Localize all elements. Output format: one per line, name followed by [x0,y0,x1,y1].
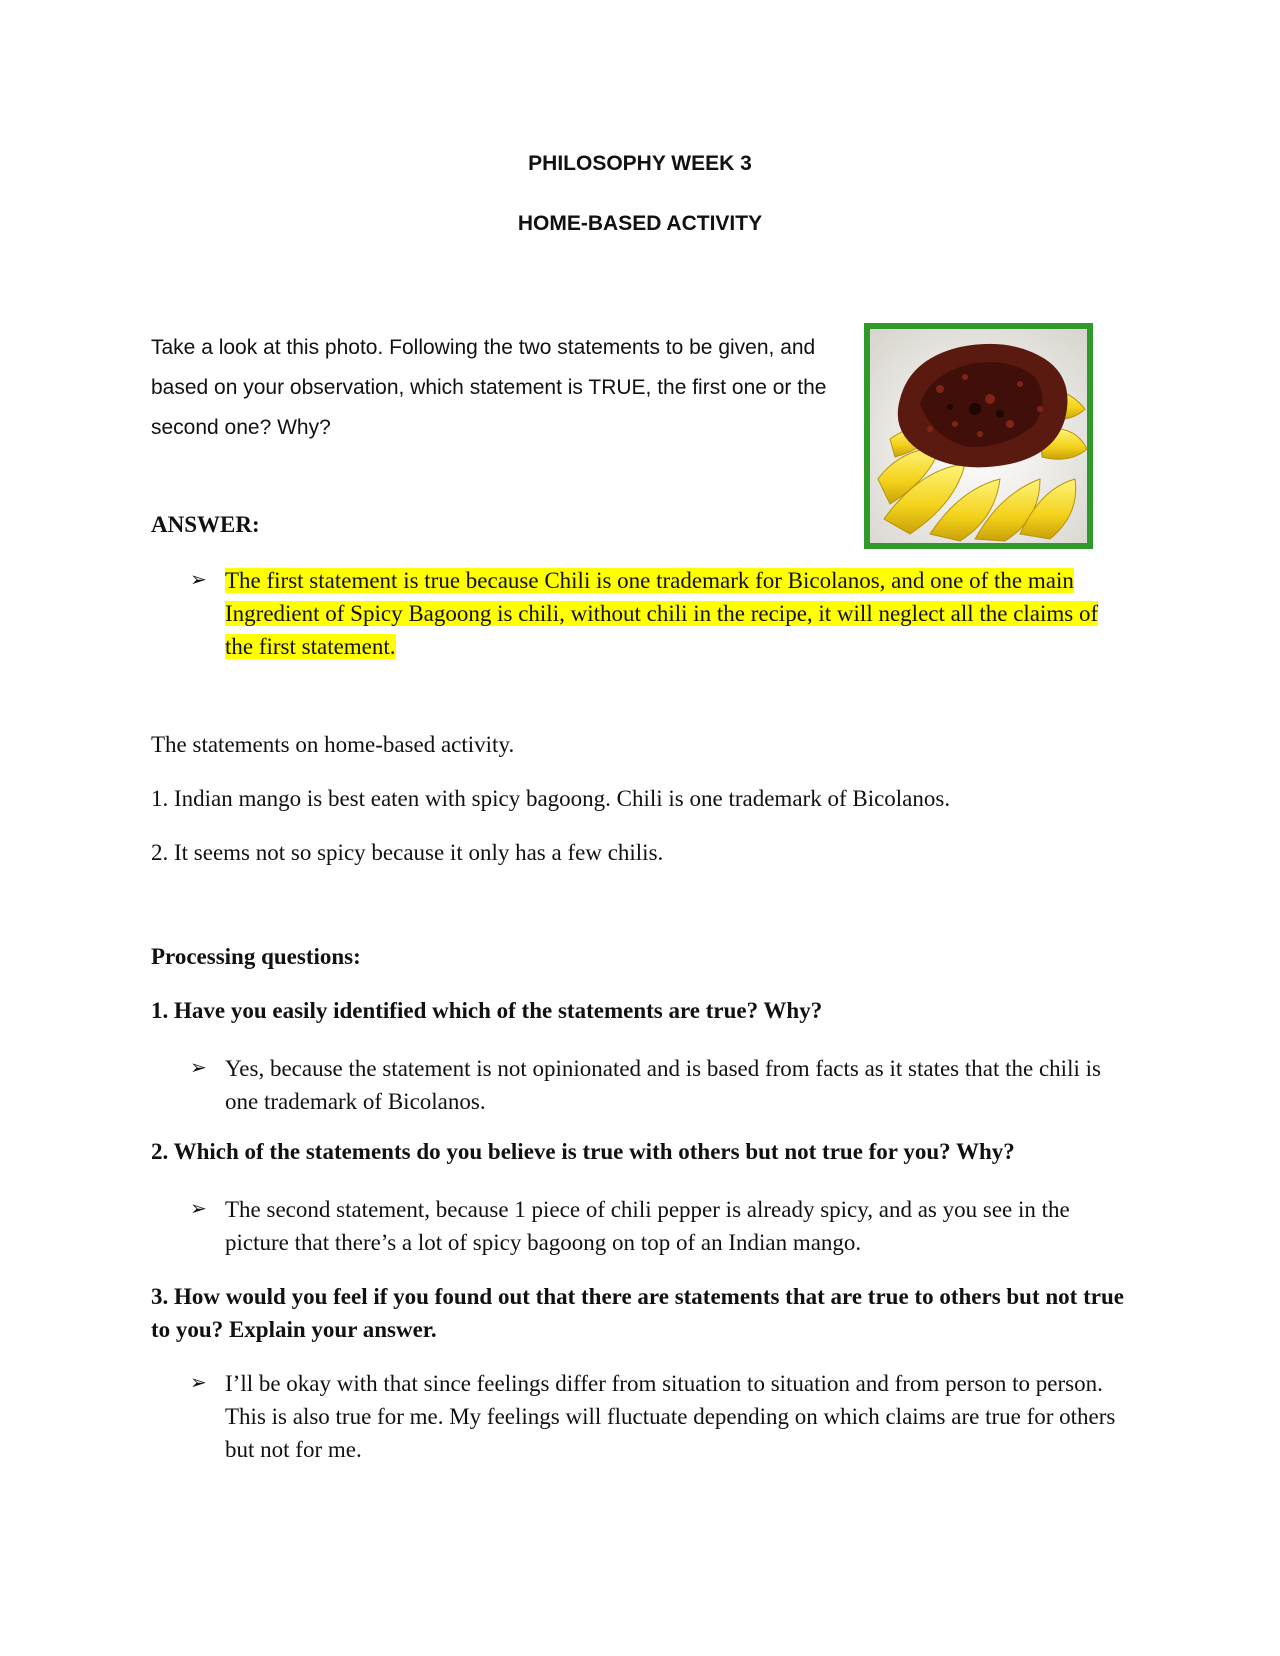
answer-heading: ANSWER: [151,512,260,537]
answer-3-text: I’ll be okay with that since feelings differ from situation to situation and from person to person. This is also true for me. My feelings will fluctuate depending on which claims are true for others but not for me. [225,1371,1116,1462]
question-1: 1. Have you easily identified which of the statements are true? Why? [151,998,823,1023]
statements-intro: The statements on home-based activity. [151,732,515,757]
answer-text [225,564,1105,663]
question-2: 2. Which of the statements do you believe is true with others but not true for you? Why? [151,1139,1015,1164]
page-subtitle: HOME-BASED ACTIVITY [517,212,763,235]
answer-1-item [0,1052,1280,1122]
highlighted-answer: The first statement is true because Chili is one trademark for Bicolanos, and one of the main Ingredient of Spicy Bagoong is chili, without chili in the recipe, it will neglect all the claims of the first statement. [225,568,1099,659]
mango-bagoong-photo [864,323,1093,549]
statement-2: 2. It seems not so spicy because it only has a few chilis. [151,840,664,865]
bullet-arrow-icon: ➢ [190,569,207,591]
answer-2-text: The second statement, because 1 piece of chili pepper is already spicy, and as you see in the picture that there’s a lot of spicy bagoong on top of an Indian mango. [225,1197,1070,1255]
bullet-arrow-icon: ➢ [190,1057,207,1079]
mango-bagoong-illustration [870,329,1087,543]
bullet-arrow-icon: ➢ [190,1198,207,1220]
answer-item [0,564,1280,674]
answer-3-item [0,1367,1280,1477]
processing-heading: Processing questions: [151,944,361,969]
answer-2-item [0,1193,1280,1263]
bullet-arrow-icon: ➢ [190,1372,207,1394]
statement-1: 1. Indian mango is best eaten with spicy bagoong. Chili is one trademark of Bicolanos. [151,786,951,811]
answer-1-text: Yes, because the statement is not opinionated and is based from facts as it states that the chili is one trademark of Bicolanos. [225,1056,1101,1114]
question-3: 3. How would you feel if you found out that there are statements that are true to others but not true to you? Explain your answer. [151,1284,1124,1342]
intro-paragraph: Take a look at this photo. Following the two statements to be given, and based on your observation, which statement is TRUE, the first one or the second one? Why? [151,336,827,439]
page-title: PHILOSOPHY WEEK 3 [528,152,752,175]
